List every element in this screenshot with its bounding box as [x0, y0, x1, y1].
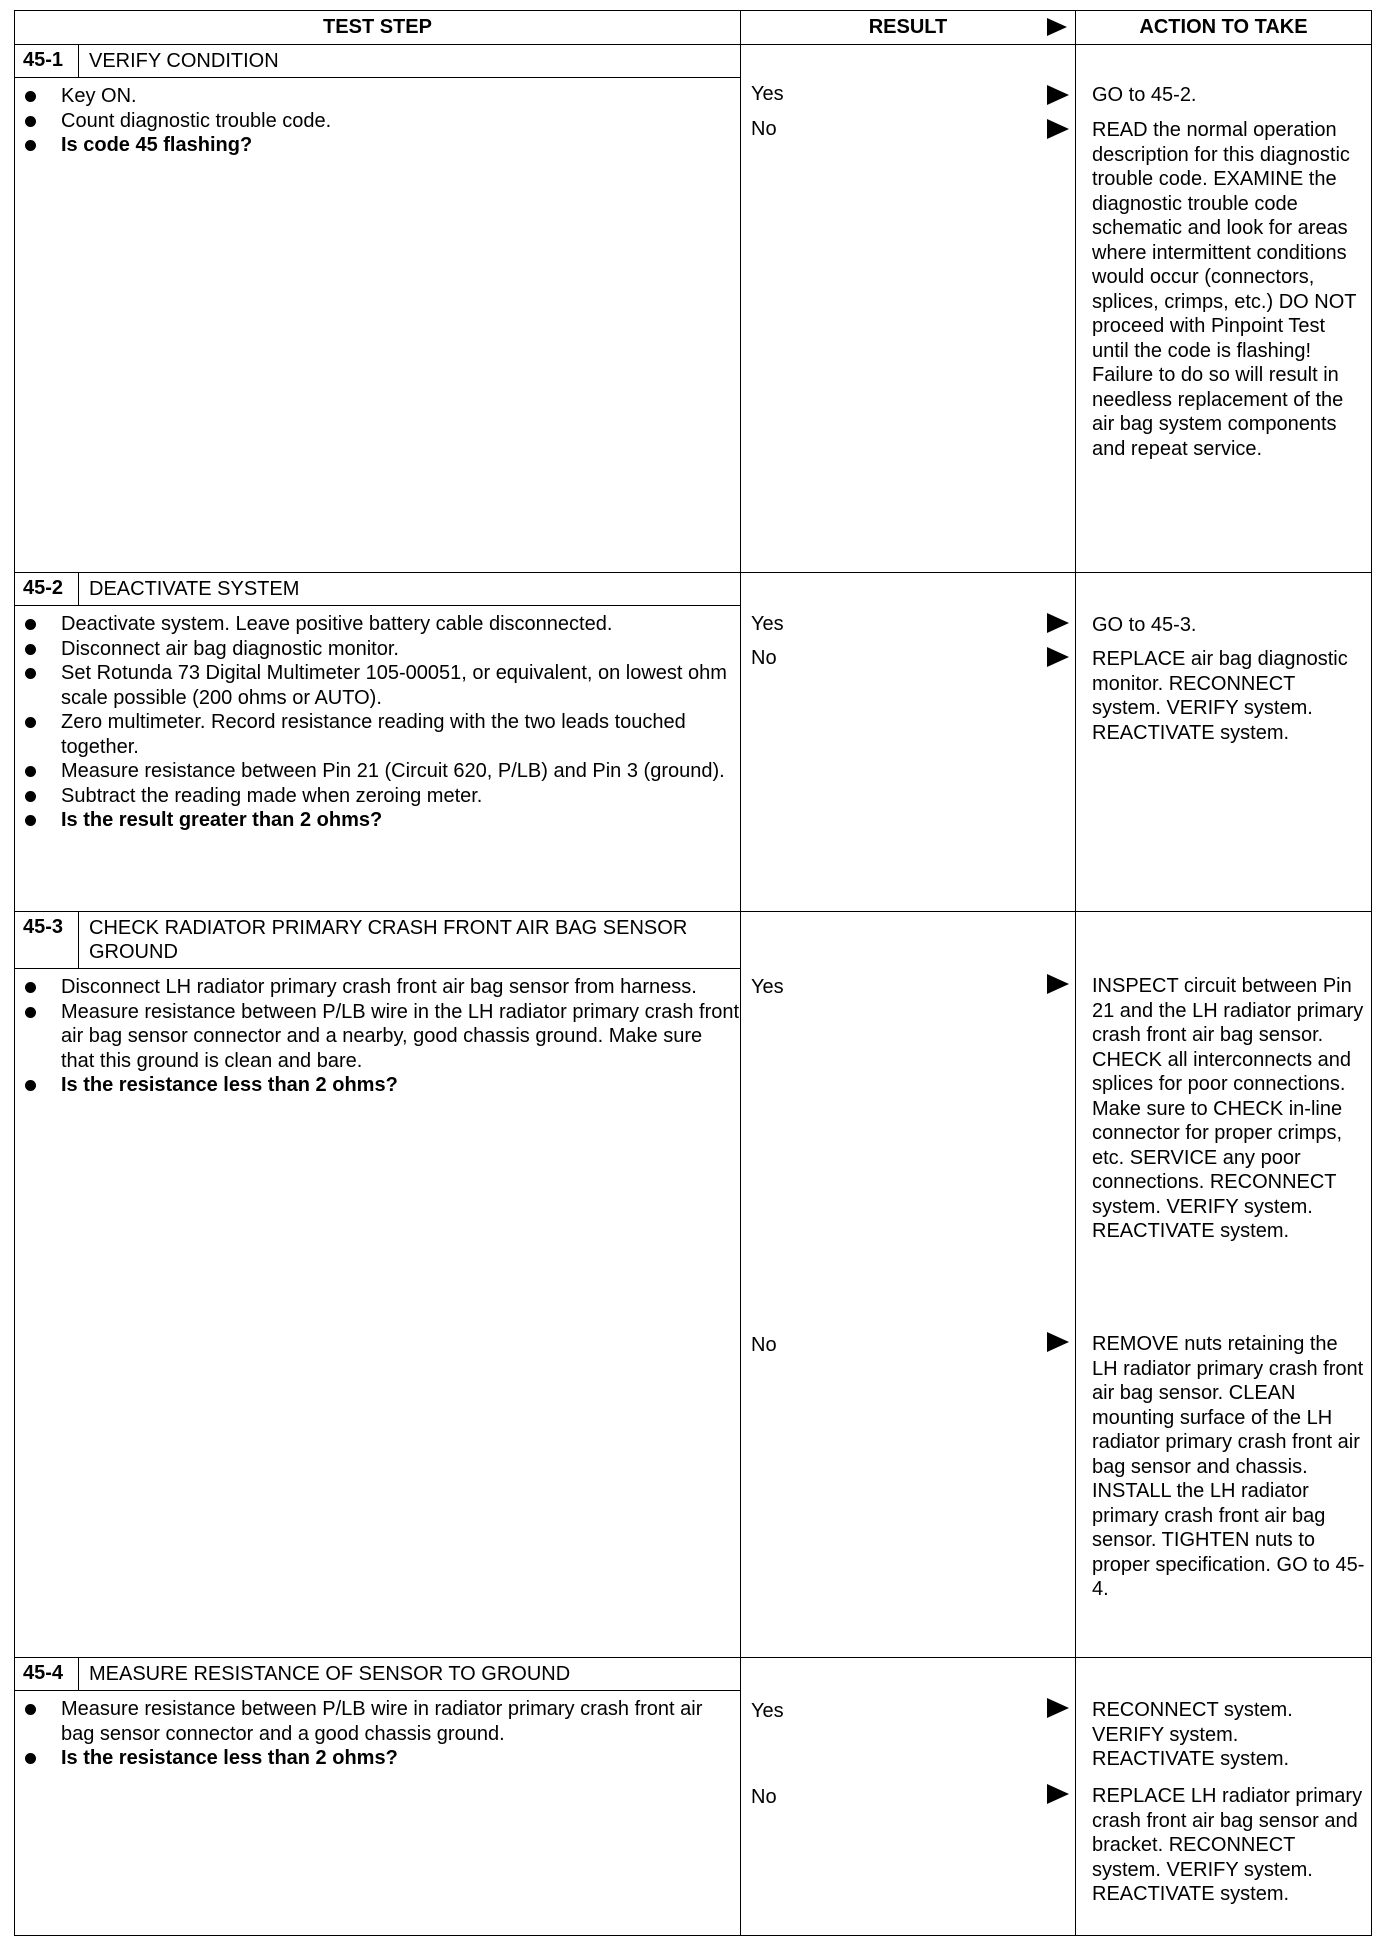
- step-title: CHECK RADIATOR PRIMARY CRASH FRONT AIR BAG SENSOR GROUND: [89, 917, 688, 963]
- test-step-cell: [15, 573, 741, 912]
- action-cell: [1076, 1658, 1372, 1936]
- pinpoint-test-sheet: [14, 10, 1371, 1938]
- step-number: 45-1: [15, 45, 79, 77]
- list-item: Disconnect air bag diagnostic monitor.: [61, 637, 740, 662]
- list-item: Subtract the reading made when zeroing meter.: [61, 784, 740, 809]
- list-item: Measure resistance between Pin 21 (Circuit 620, P/LB) and Pin 3 (ground).: [61, 759, 740, 784]
- table-row: [15, 573, 1372, 912]
- list-item: Count diagnostic trouble code.: [61, 109, 740, 134]
- step-question: Is code 45 flashing?: [61, 133, 740, 158]
- yes-action: GO to 45-3.: [1092, 614, 1197, 636]
- step-header: [15, 912, 740, 969]
- step-question: Is the result greater than 2 ohms?: [61, 808, 740, 833]
- step-header: [15, 45, 740, 78]
- table-header-row: [15, 11, 1372, 45]
- result-no: No: [751, 1786, 777, 1808]
- result-cell: [741, 1658, 1076, 1936]
- result-header-label: RESULT: [868, 16, 948, 38]
- yes-action: RECONNECT system. VERIFY system. REACTIVATE system.: [1092, 1699, 1293, 1770]
- step-question: Is the resistance less than 2 ohms?: [61, 1746, 740, 1771]
- list-item: Deactivate system. Leave positive battery cable disconnected.: [61, 612, 740, 637]
- step-question: Is the resistance less than 2 ohms?: [61, 1073, 740, 1098]
- no-action: REPLACE LH radiator primary crash front air bag sensor and bracket. RECONNECT system. VERIFY system. REACTIVATE system.: [1092, 1785, 1363, 1905]
- test-step-cell: [15, 1658, 741, 1936]
- result-cell: [741, 45, 1076, 573]
- action-cell: [1076, 45, 1372, 573]
- result-cell: [741, 912, 1076, 1658]
- arrow-icon: [1047, 18, 1067, 36]
- no-action: REMOVE nuts retaining the LH radiator primary crash front air bag sensor. CLEAN mounting surface of the LH radiator primary crash front air bag sensor and chassis. INSTALL the LH radiator primary crash front air bag sensor. TIGHTEN nuts to proper specification. GO to 45-4.: [1092, 1333, 1365, 1600]
- action-cell: [1076, 912, 1372, 1658]
- step-instructions: [15, 84, 740, 158]
- action-header: ACTION TO TAKE: [1076, 11, 1372, 45]
- no-action: READ the normal operation description for this diagnostic trouble code. EXAMINE the diagnostic trouble code schematic and look for areas where intermittent conditions would occur (connectors, splices, crimps, etc.) DO NOT proceed with Pinpoint Test until the code is flashing! Failure to do so will result in needless replacement of the air bag system components and repeat service.: [1092, 119, 1357, 460]
- arrow-icon: [1047, 1784, 1069, 1804]
- yes-action: GO to 45-2.: [1092, 84, 1197, 106]
- result-yes: Yes: [751, 1700, 784, 1722]
- step-number: 45-2: [15, 573, 79, 605]
- arrow-icon: [1047, 1332, 1069, 1352]
- step-title: DEACTIVATE SYSTEM: [89, 578, 300, 600]
- step-instructions: [15, 975, 740, 1098]
- result-yes: Yes: [751, 976, 784, 998]
- step-header: [15, 573, 740, 606]
- result-cell: [741, 573, 1076, 912]
- table-row: [15, 45, 1372, 573]
- arrow-icon: [1047, 1698, 1069, 1718]
- list-item: Measure resistance between P/LB wire in radiator primary crash front air bag sensor connector and a good chassis ground.: [61, 1697, 740, 1746]
- step-instructions: [15, 1697, 740, 1771]
- arrow-icon: [1047, 647, 1069, 667]
- list-item: Zero multimeter. Record resistance reading with the two leads touched together.: [61, 710, 740, 759]
- result-yes: Yes: [751, 83, 784, 105]
- list-item: Set Rotunda 73 Digital Multimeter 105-00051, or equivalent, on lowest ohm scale possible (200 ohms or AUTO).: [61, 661, 740, 710]
- step-title: MEASURE RESISTANCE OF SENSOR TO GROUND: [89, 1663, 571, 1685]
- test-step-header: TEST STEP: [15, 11, 741, 45]
- step-instructions: [15, 612, 740, 833]
- arrow-icon: [1047, 613, 1069, 633]
- action-cell: [1076, 573, 1372, 912]
- table-row: [15, 912, 1372, 1658]
- result-yes: Yes: [751, 613, 784, 635]
- list-item: Measure resistance between P/LB wire in the LH radiator primary crash front air bag sensor connector and a nearby, good chassis ground. Make sure that this ground is clean and bare.: [61, 1000, 740, 1072]
- test-step-cell: [15, 912, 741, 1658]
- list-item: Key ON.: [61, 84, 740, 109]
- list-item: Disconnect LH radiator primary crash front air bag sensor from harness.: [61, 975, 740, 1000]
- result-no: No: [751, 118, 777, 140]
- step-number: 45-4: [15, 1658, 79, 1690]
- arrow-icon: [1047, 85, 1069, 105]
- step-header: [15, 1658, 740, 1691]
- step-number: 45-3: [15, 912, 79, 968]
- table-row: [15, 1658, 1372, 1936]
- arrow-icon: [1047, 974, 1069, 994]
- result-header: [741, 11, 1076, 45]
- step-title: VERIFY CONDITION: [89, 50, 279, 72]
- pinpoint-test-table: [14, 10, 1372, 1936]
- test-step-cell: [15, 45, 741, 573]
- yes-action: INSPECT circuit between Pin 21 and the LH radiator primary crash front air bag sensor. CHECK all interconnects and splices for poor connections. Make sure to CHECK in-line connector for proper crimps, etc. SERVICE any poor connections. RECONNECT system. VERIFY system. REACTIVATE system.: [1092, 975, 1364, 1242]
- no-action: REPLACE air bag diagnostic monitor. RECONNECT system. VERIFY system. REACTIVATE system.: [1092, 648, 1348, 744]
- result-no: No: [751, 647, 777, 669]
- arrow-icon: [1047, 119, 1069, 139]
- result-no: No: [751, 1334, 777, 1356]
